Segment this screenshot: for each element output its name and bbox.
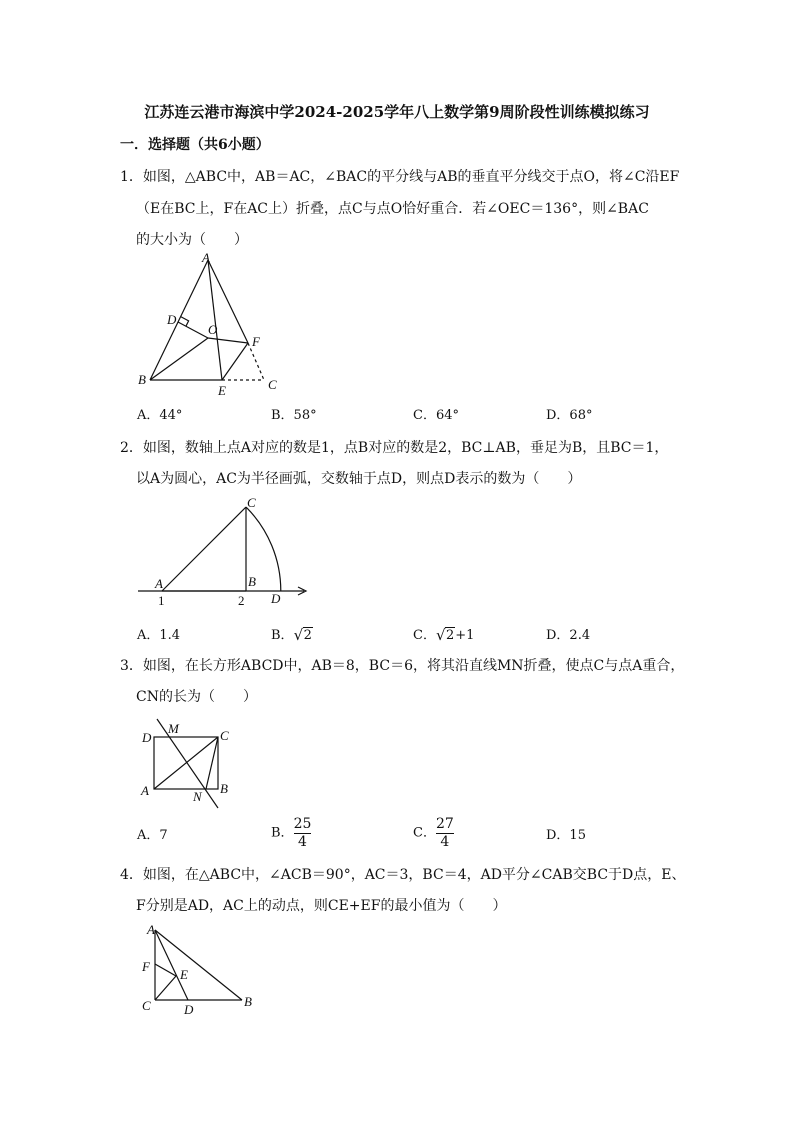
q1-option-d[interactable]: D．68° — [546, 408, 593, 423]
q1-figure — [130, 250, 290, 404]
q1-label-a: A — [202, 250, 210, 265]
q2-option-b[interactable] — [271, 624, 313, 643]
q3-option-b-letter: B． — [271, 825, 294, 841]
q2-label-a: A — [155, 576, 163, 591]
q3-fold-line-mn — [157, 719, 218, 808]
q2-label-d: D — [271, 591, 281, 606]
q3-option-a[interactable]: A．7 — [137, 828, 168, 843]
q1-seg-of — [208, 338, 248, 343]
q4-seg-ad — [155, 930, 188, 1000]
q3-option-b-denominator: 4 — [298, 833, 307, 850]
q2-option-d[interactable]: D．2.4 — [546, 628, 591, 643]
q2-option-c-letter: C． — [413, 628, 436, 643]
q3-option-d[interactable]: D．15 — [546, 828, 586, 843]
q2-option-b-sqrt: √ 2 — [293, 626, 312, 644]
q4-line-2: F分别是AD，AC上的动点，则CE+EF的最小值为（ ） — [136, 898, 507, 914]
q4-label-b: B — [244, 994, 252, 1009]
q3-label-n: N — [193, 789, 202, 804]
q1-label-f: F — [252, 334, 260, 349]
q2-line-2: 以A为圆心，AC为半径画弧，交数轴于点D，则点D表示的数为（ ） — [136, 471, 582, 487]
q1-line-3: 的大小为（ ） — [136, 232, 248, 248]
q4-label-e: E — [180, 967, 188, 982]
q3-option-c-numerator: 27 — [435, 816, 454, 832]
q4-seg-ab — [155, 930, 242, 1000]
q1-label-b: B — [138, 372, 146, 387]
section-heading: 一．选择题（共6小题） — [120, 137, 270, 153]
q1-seg-ae — [208, 260, 222, 380]
q1-seg-do — [178, 322, 208, 338]
q1-option-c[interactable]: C．64° — [413, 408, 459, 423]
q3-label-d: D — [142, 730, 152, 745]
q4-label-a: A — [147, 922, 155, 937]
q2-label-b: B — [248, 574, 256, 589]
q4-figure — [130, 920, 270, 1029]
q1-line-2: （E在BC上，F在AC上）折叠，点C与点O恰好重合．若∠OEC＝136°，则∠BAC — [136, 201, 649, 217]
q1-label-d: D — [167, 312, 177, 327]
q1-right-angle-mark — [181, 317, 189, 327]
q2-option-c-sqrt: √ 2 — [435, 626, 455, 644]
q3-label-m: M — [168, 721, 179, 736]
q3-figure — [130, 715, 250, 814]
q1-seg-ob — [150, 338, 208, 380]
q4-seg-ce — [155, 976, 176, 1000]
q3-option-b[interactable] — [271, 817, 311, 849]
q4-seg-fe — [155, 964, 176, 976]
q2-option-c[interactable] — [413, 624, 474, 643]
q1-line-1: 1．如图，△ABC中，AB＝AC，∠BAC的平分线与AB的垂直平分线交于点O，将∠C沿EF — [120, 169, 680, 185]
q1-label-o: O — [208, 322, 218, 337]
q4-label-d: D — [184, 1002, 194, 1017]
q2-option-b-radicand: 2 — [303, 628, 312, 643]
q1-label-e: E — [218, 383, 226, 398]
q2-tick-1: 1 — [158, 593, 165, 608]
q2-option-c-suffix: +1 — [455, 628, 475, 643]
q2-seg-ac — [162, 507, 246, 591]
q1-option-b[interactable]: B．58° — [271, 408, 317, 423]
q2-tick-2: 2 — [238, 593, 245, 608]
q3-label-b: B — [220, 781, 228, 796]
q3-label-c: C — [220, 728, 229, 743]
page-title: 江苏连云港市海滨中学2024-2025学年八上数学第9周阶段性训练模拟练习 — [144, 103, 650, 121]
q4-line-1: 4．如图，在△ABC中，∠ACB＝90°，AC＝3，BC＝4，AD平分∠CAB交BC于D点，E、 — [120, 867, 686, 883]
q1-seg-ef — [222, 343, 248, 380]
q3-label-a: A — [141, 783, 149, 798]
q3-line-1: 3．如图，在长方形ABCD中，AB＝8，BC＝6，将其沿直线MN折叠，使点C与点A重合， — [120, 658, 685, 674]
q2-label-c: C — [247, 495, 256, 510]
q3-option-c-letter: C． — [413, 825, 436, 841]
q4-label-c: C — [142, 998, 151, 1013]
q1-option-a[interactable]: A．44° — [137, 408, 183, 423]
q2-option-c-radicand: 2 — [445, 628, 455, 643]
q3-option-b-numerator: 25 — [293, 816, 312, 832]
q3-option-b-fraction — [294, 817, 312, 849]
q2-option-a[interactable]: A．1.4 — [137, 628, 181, 643]
q3-option-c[interactable] — [413, 817, 454, 849]
q1-seg-ab — [150, 260, 208, 380]
q3-option-c-denominator: 4 — [440, 833, 450, 850]
q2-option-b-letter: B． — [271, 628, 294, 643]
q2-line-1: 2．如图，数轴上点A对应的数是1，点B对应的数是2，BC⊥AB，垂足为B，且BC＝1， — [120, 440, 669, 456]
q3-line-2: CN的长为（ ） — [136, 689, 257, 705]
q1-label-c: C — [268, 377, 277, 392]
q2-figure — [130, 495, 330, 614]
q3-option-c-fraction — [436, 817, 454, 849]
q4-label-f: F — [142, 959, 150, 974]
